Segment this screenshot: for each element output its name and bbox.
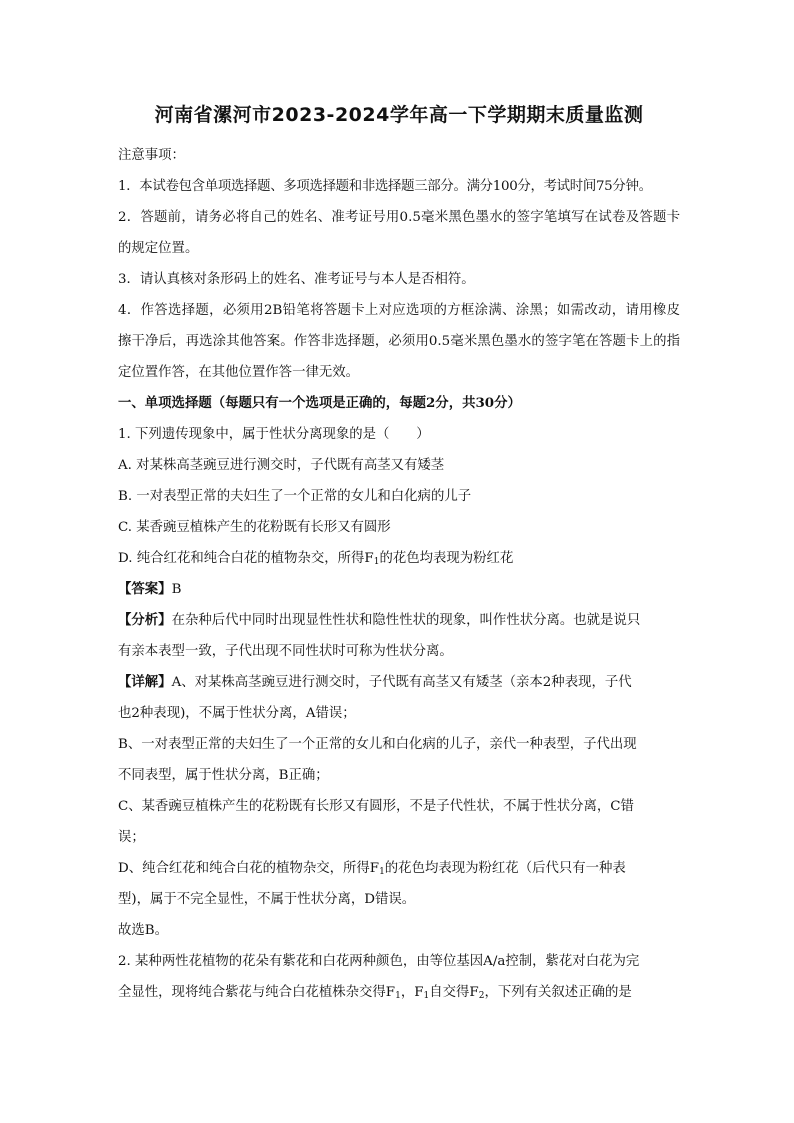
question-1-stem: 1. 下列遗传现象中，属于性状分离现象的是（ ） <box>118 427 430 442</box>
q2-text-mid-2: 自交得F <box>429 985 479 1000</box>
detail-d-subscript: 1 <box>379 867 385 877</box>
section-title: 一、单项选择题（每题只有一个选项是正确的，每题2分，共30分） <box>118 395 521 411</box>
question-1-analysis <box>118 605 680 636</box>
q2-subscript-3: 2 <box>478 991 485 1001</box>
question-1-conclusion: 故选B。 <box>118 923 169 938</box>
question-1-detail-a-cont: 也2种表现)，不属于性状分离，A错误； <box>118 706 356 721</box>
option-d-text-post: 的花色均表现为粉红花 <box>379 551 514 566</box>
q2-subscript-1: 1 <box>395 991 401 1001</box>
q2-text-post: ，下列有关叙述正确的是 <box>484 985 632 1000</box>
q2-subscript-2: 1 <box>423 991 430 1001</box>
notice-item-3: 3．请认真核对条形码上的姓名、准考证号与本人是否相符。 <box>118 272 475 287</box>
detail-label: 【详解】 <box>118 674 172 690</box>
question-1-detail-b-cont: 不同表型，属于性状分离，B正确； <box>118 768 329 783</box>
question-1-analysis-cont: 有亲本表型一致，子代出现不同性状时可称为性状分离。 <box>118 644 453 659</box>
document-page <box>118 100 680 1008</box>
question-1-detail-d <box>118 853 680 884</box>
notice-item-4: 4．作答选择题，必须用2B铅笔将答题卡上对应选项的方框涂满、涂黑；如需改动，请用橡皮擦干净后，再选涂其他答案。作答非选择题，必须用0.5毫米黑色墨水的签字笔在答题卡上的指定位置作答，在其他位置作答一律无效。 <box>118 303 680 380</box>
question-2-stem-2 <box>118 977 680 1008</box>
question-1-option-b: B. 一对表型正常的夫妇生了一个正常的女儿和白化病的儿子 <box>118 489 472 504</box>
detail-d-text-post: 的花色均表现为粉红花（后代只有一种表 <box>384 861 626 876</box>
notice-item-1: 1．本试卷包含单项选择题、多项选择题和非选择题三部分。满分100分，考试时间75分钟。 <box>118 179 652 194</box>
option-d-subscript: 1 <box>373 557 380 567</box>
answer-label: 【答案】 <box>118 581 172 597</box>
q2-text-pre: 全显性，现将纯合紫花与纯合白花植株杂交得F <box>118 985 396 1000</box>
question-1-answer <box>118 574 680 605</box>
detail-a-text-1: A、对某株高茎豌豆进行测交时，子代既有高茎又有矮茎（亲本2种表现，子代 <box>171 675 632 690</box>
detail-d-text-pre: D、纯合红花和纯合白花的植物杂交，所得F <box>118 861 380 876</box>
question-1-option-c: C. 某香豌豆植株产生的花粉既有长形又有圆形 <box>118 520 391 535</box>
notice-item-2: 2．答题前，请务必将自己的姓名、准考证号用0.5毫米黑色墨水的签字笔填写在试卷及答题卡的规定位置。 <box>118 210 680 256</box>
question-1-option-d <box>118 543 680 574</box>
question-1-option-a: A. 对某株高茎豌豆进行测交时，子代既有高茎又有矮茎 <box>118 458 445 473</box>
question-2-stem-1: 2. 某种两性花植物的花朵有紫花和白花两种颜色，由等位基因A/a控制，紫花对白花为完 <box>118 954 640 969</box>
question-1-detail-d-cont: 型)，属于不完全显性，不属于性状分离，D错误。 <box>118 892 416 907</box>
answer-value: B <box>171 582 182 597</box>
question-1-detail-a <box>118 667 680 698</box>
question-1-detail-c-cont: 误； <box>118 830 145 845</box>
option-d-text-pre: D. 纯合红花和纯合白花的植物杂交，所得F <box>118 551 374 566</box>
q2-text-mid-1: ，F <box>400 985 424 1000</box>
analysis-text-1: 在杂种后代中同时出现显性性状和隐性性状的现象，叫作性状分离。也就是说只 <box>171 613 641 628</box>
question-1-detail-c: C、某香豌豆植株产生的花粉既有长形又有圆形，不是子代性状，不属于性状分离，C错 <box>118 799 634 814</box>
question-1-detail-b: B、一对表型正常的夫妇生了一个正常的女儿和白化病的儿子，亲代一种表型，子代出现 <box>118 737 637 752</box>
notice-heading: 注意事项： <box>118 148 185 163</box>
analysis-label: 【分析】 <box>118 612 172 628</box>
page-title: 河南省漯河市2023-2024学年高一下学期期末质量监测 <box>154 104 644 126</box>
